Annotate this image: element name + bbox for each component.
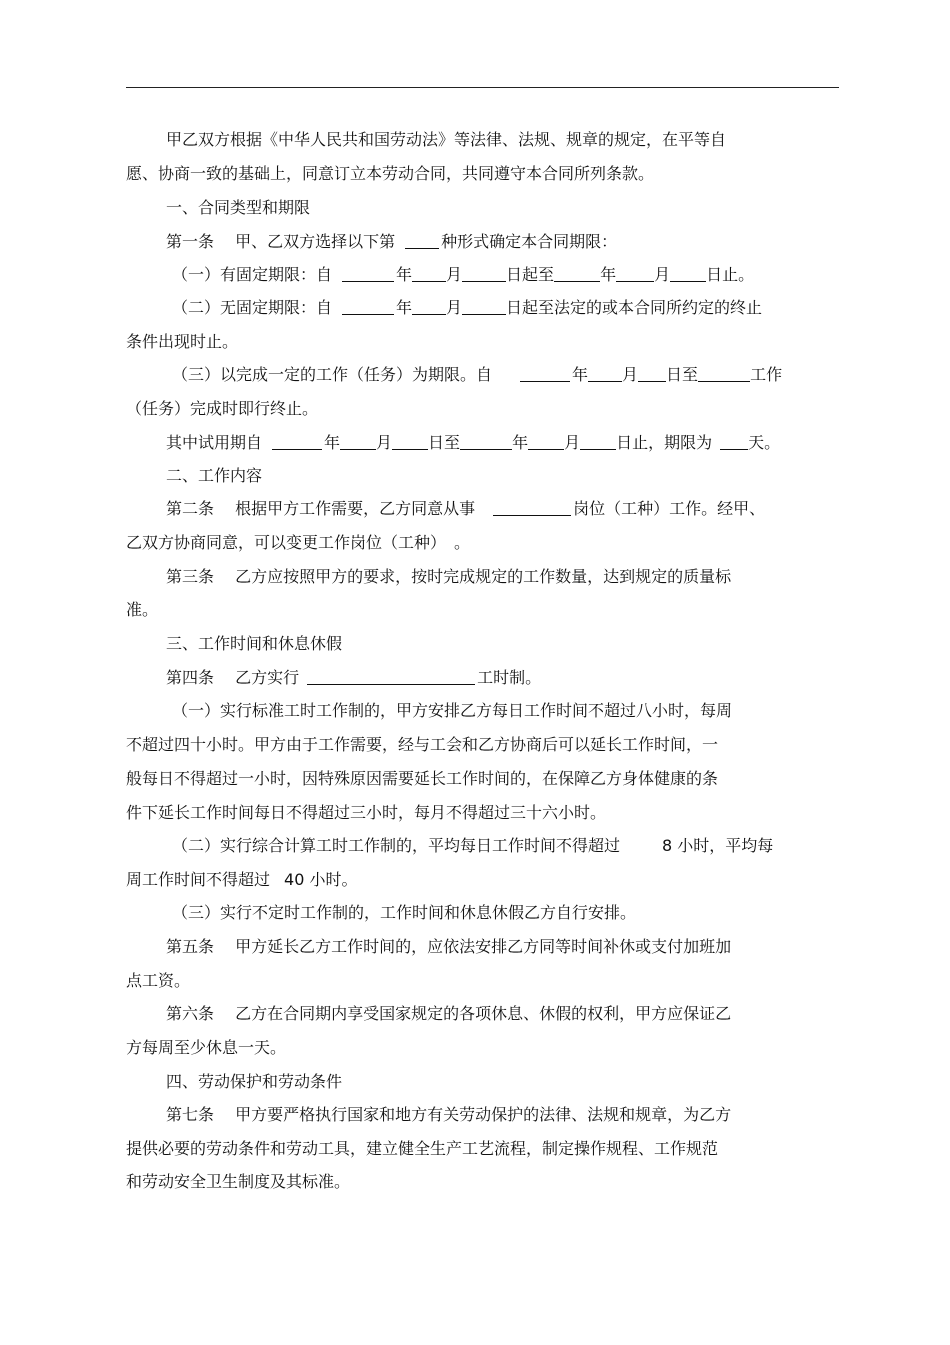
text-fragment: 第一条 甲、乙双方选择以下第: [166, 232, 396, 251]
option-fixed-term: [172, 264, 754, 286]
text-fragment: 周工作时间不得超过: [126, 870, 271, 889]
article-4-option-3: （三）实行不定时工作制的，工作时间和休息休假乙方自行安排。: [172, 903, 637, 922]
text-fragment: （二）无固定期限：自: [172, 298, 333, 317]
text-fragment: 日至: [666, 365, 699, 384]
start-month-blank: [588, 365, 622, 382]
text-fragment: 年: [324, 433, 341, 452]
text-fragment: 月: [446, 298, 463, 317]
start-year-blank: [342, 298, 394, 315]
article-4-option-2-cont: [126, 869, 357, 891]
start-day-blank: [462, 265, 506, 282]
start-month-blank: [412, 298, 446, 315]
probation-start-year-blank: [272, 433, 322, 450]
article-3-cont: 准。: [126, 600, 159, 619]
article-4-option-1-cont: 不超过四十小时。甲方由于工作需要，经与工会和乙方协商后可以延长工作时间，一: [126, 735, 719, 754]
text-fragment: 天。: [748, 433, 781, 452]
position-blank: [493, 499, 571, 516]
article-6: 第六条 乙方在合同期内享受国家规定的各项休息、休假的权利，甲方应保证乙: [166, 1004, 732, 1023]
article-1: [166, 231, 617, 253]
text-fragment: 第二条 根据甲方工作需要，乙方同意从事: [166, 499, 476, 518]
text-fragment: 其中试用期自: [166, 433, 263, 452]
end-year-blank: [554, 265, 600, 282]
text-fragment: 月: [654, 265, 671, 284]
text-fragment: 第四条 乙方实行: [166, 668, 300, 687]
start-month-blank: [412, 265, 446, 282]
section-heading-2: 二、工作内容: [166, 466, 263, 485]
article-7-cont: 提供必要的劳动条件和劳动工具，建立健全生产工艺流程，制定操作规程、工作规范: [126, 1139, 719, 1158]
section-heading-1: 一、合同类型和期限: [166, 198, 311, 217]
probation-end-year-blank: [460, 433, 512, 450]
probation-start-day-blank: [392, 433, 428, 450]
article-7: 第七条 甲方要严格执行国家和地方有关劳动保护的法律、法规和规章，为乙方: [166, 1105, 732, 1124]
start-day-blank: [638, 365, 666, 382]
text-fragment: 日至: [428, 433, 461, 452]
text-fragment: （三）以完成一定的工作（任务）为期限。自: [172, 365, 493, 384]
text-fragment: 年: [396, 298, 413, 317]
article-5-cont: 点工资。: [126, 971, 191, 990]
probation-days-blank: [720, 433, 748, 450]
text-fragment: 年: [396, 265, 413, 284]
text-fragment: （二）实行综合计算工时工作制的，平均每日工作时间不得超过: [172, 836, 621, 855]
option-task-term-cont: （任务）完成时即行终止。: [126, 399, 319, 418]
probation-end-day-blank: [580, 433, 616, 450]
text-fragment: 月: [622, 365, 639, 384]
task-blank: [698, 365, 750, 382]
option-open-term: [172, 297, 762, 319]
text-fragment: 年: [600, 265, 617, 284]
work-hour-system-blank: [307, 668, 475, 685]
text-fragment: 种形式确定本合同期限：: [441, 232, 618, 251]
article-6-cont: 方每周至少休息一天。: [126, 1038, 287, 1057]
end-month-blank: [616, 265, 654, 282]
end-day-blank: [670, 265, 706, 282]
text-fragment: 8 小时，平均每: [662, 836, 774, 855]
text-fragment: 40 小时。: [284, 870, 358, 889]
probation-period: [166, 432, 780, 454]
text-fragment: 工时制。: [477, 668, 542, 687]
article-4-option-1-cont: 般每日不得超过一小时，因特殊原因需要延长工作时间的，在保障乙方身体健康的条: [126, 769, 719, 788]
start-year-blank: [342, 265, 394, 282]
header-rule: [126, 87, 839, 88]
article-2-cont: 乙双方协商同意，可以变更工作岗位（工种） 。: [126, 533, 471, 552]
section-heading-3: 三、工作时间和休息休假: [166, 634, 343, 653]
form-choice-blank: [405, 232, 439, 249]
text-fragment: （一）有固定期限：自: [172, 265, 333, 284]
probation-end-month-blank: [528, 433, 564, 450]
text-fragment: 年: [512, 433, 529, 452]
option-task-term: [172, 364, 782, 386]
article-4: [166, 667, 541, 689]
preamble-line-2: 愿、协商一致的基础上，同意订立本劳动合同，共同遵守本合同所列条款。: [126, 164, 655, 183]
text-fragment: 日止。: [706, 265, 755, 284]
text-fragment: 年: [572, 365, 589, 384]
text-fragment: 工作: [750, 365, 783, 384]
text-fragment: 月: [376, 433, 393, 452]
text-fragment: 日起至: [506, 265, 555, 284]
article-2: [166, 498, 765, 520]
article-4-option-2: [172, 835, 773, 857]
start-day-blank: [462, 298, 506, 315]
option-open-term-cont: 条件出现时止。: [126, 332, 239, 351]
text-fragment: 岗位（工种）工作。经甲、: [573, 499, 766, 518]
text-fragment: 月: [446, 265, 463, 284]
text-fragment: 月: [564, 433, 581, 452]
article-4-option-1-cont: 件下延长工作时间每日不得超过三小时，每月不得超过三十六小时。: [126, 803, 607, 822]
article-3: 第三条 乙方应按照甲方的要求，按时完成规定的工作数量，达到规定的质量标: [166, 567, 732, 586]
probation-start-month-blank: [340, 433, 376, 450]
text-fragment: 日起至法定的或本合同所约定的终止: [506, 298, 763, 317]
article-7-cont: 和劳动安全卫生制度及其标准。: [126, 1172, 351, 1191]
article-4-option-1: （一）实行标准工时工作制的，甲方安排乙方每日工作时间不超过八小时，每周: [172, 701, 733, 720]
section-heading-4: 四、劳动保护和劳动条件: [166, 1072, 343, 1091]
article-5: 第五条 甲方延长乙方工作时间的，应依法安排乙方同等时间补休或支付加班加: [166, 937, 732, 956]
text-fragment: 日止，期限为: [616, 433, 713, 452]
start-year-blank: [520, 365, 570, 382]
preamble-line-1: 甲乙双方根据《中华人民共和国劳动法》等法律、法规、规章的规定，在平等自: [166, 130, 727, 149]
